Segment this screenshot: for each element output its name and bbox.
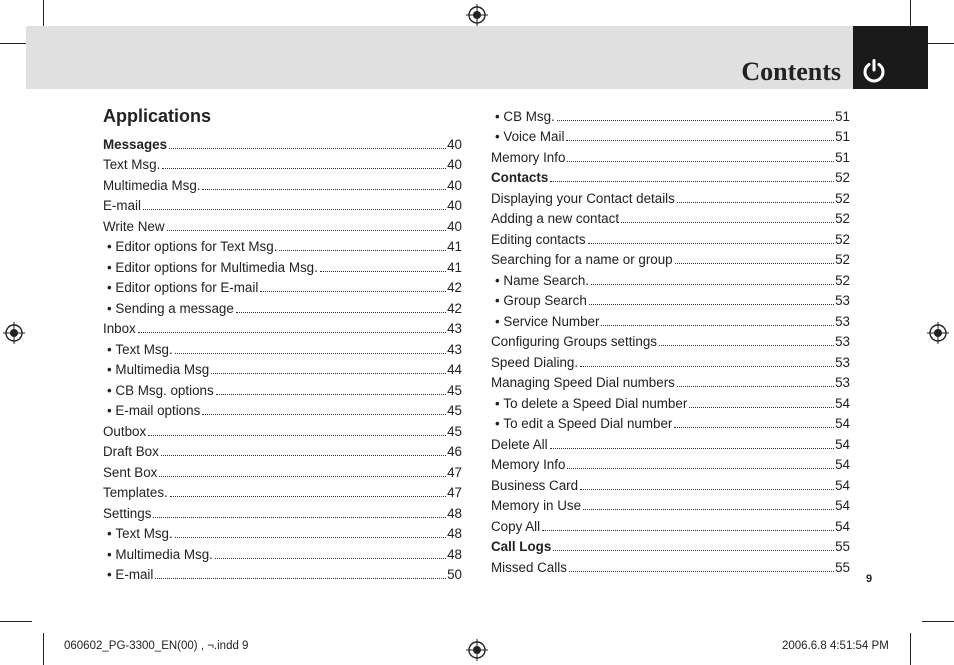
toc-entry-label: Inbox (103, 321, 136, 336)
toc-entry (103, 276, 462, 297)
dot-leader (153, 517, 446, 518)
dot-leader (202, 189, 446, 190)
toc-entry (103, 296, 462, 317)
toc-entry (491, 494, 850, 515)
registration-mark-icon (466, 639, 488, 661)
dot-leader (677, 202, 834, 203)
toc-entry-label: • Voice Mail (491, 129, 564, 145)
toc-entry-label: • CB Msg. (491, 109, 555, 125)
toc-entry (103, 317, 462, 338)
toc-entry-page: 53 (835, 375, 850, 390)
dot-leader (175, 537, 446, 538)
toc-left-column (103, 104, 462, 583)
dot-leader (236, 312, 446, 313)
toc-entry (491, 145, 850, 166)
toc-entry-label: • Group Search (491, 293, 587, 309)
toc-entry-page: 52 (835, 170, 850, 185)
toc-entry-page: 52 (835, 231, 850, 247)
registration-mark-icon (466, 4, 488, 26)
toc-entry-label: • CB Msg. options (103, 383, 214, 399)
power-icon (861, 58, 887, 84)
dot-leader (566, 140, 834, 141)
toc-entry-page: 55 (835, 539, 850, 554)
toc-entry-page: 54 (835, 457, 850, 472)
toc-entry-label: Text Msg. (103, 157, 161, 172)
dot-leader (211, 373, 446, 374)
toc-entry-label: • To delete a Speed Dial number (491, 396, 687, 412)
toc-entry (103, 542, 462, 563)
toc-entry-label: Templates. (103, 485, 168, 500)
toc-entry (491, 412, 850, 433)
toc-entry-label: Draft Box (103, 444, 159, 459)
dot-leader (601, 325, 834, 326)
toc-entry-label: Messages (103, 136, 168, 152)
toc-entry-page: 51 (835, 129, 850, 144)
toc-entry-label: Memory Info (491, 149, 566, 165)
dot-leader (170, 496, 446, 497)
toc-entry-label: Call Logs (491, 539, 552, 554)
toc-entry-label: Sent Box (103, 464, 158, 480)
toc-entry-page: 53 (835, 334, 850, 349)
toc-entry (103, 235, 462, 256)
dot-leader (215, 558, 446, 559)
toc-entry-page: 41 (447, 239, 462, 254)
crop-mark (922, 621, 954, 622)
toc-entry-page: 45 (447, 382, 462, 398)
toc-entry (103, 173, 462, 194)
dot-leader (677, 386, 834, 387)
toc-entry-page: 54 (835, 416, 850, 431)
toc-entry-label: Adding a new contact (491, 211, 620, 226)
toc-entry-label: Delete All (491, 436, 548, 452)
toc-entry (103, 399, 462, 420)
toc-entry (491, 125, 850, 146)
toc-entry (103, 378, 462, 399)
toc-entry-page: 51 (835, 108, 850, 124)
toc-entry-label: Displaying your Contact details (491, 190, 675, 206)
toc-entry (491, 371, 850, 392)
toc-entry-page: 47 (447, 464, 462, 480)
toc-entry (103, 563, 462, 584)
toc-entry-label: Memory Info (491, 457, 566, 472)
toc-entry-label: • E-mail options (103, 403, 200, 419)
dot-leader (569, 571, 834, 572)
dot-leader (175, 353, 446, 354)
toc-entry-label: E-mail (103, 198, 141, 213)
section-heading: Applications (103, 106, 212, 126)
toc-entry-page: 41 (447, 259, 462, 275)
dot-leader (202, 414, 446, 415)
toc-entry-page: 53 (835, 313, 850, 329)
toc-entry-label: • Name Search. (491, 273, 589, 289)
toc-entry (491, 453, 850, 474)
toc-entry-label: Speed Dialing. (491, 354, 579, 370)
dot-leader (557, 120, 834, 121)
crop-mark (43, 633, 44, 665)
toc-entry (103, 194, 462, 215)
toc-entry-label: Write New (103, 218, 165, 234)
toc-entry-page: 40 (447, 218, 462, 234)
toc-entry (491, 104, 850, 125)
toc-entry-label: Outbox (103, 423, 147, 439)
toc-entry (491, 330, 850, 351)
dot-leader (161, 455, 446, 456)
toc-entry (491, 166, 850, 187)
toc-entry (491, 227, 850, 248)
dot-leader (567, 468, 834, 469)
toc-entry (491, 432, 850, 453)
toc-entry (103, 337, 462, 358)
toc-entry (491, 289, 850, 310)
dot-leader (583, 509, 834, 510)
toc-entry (491, 555, 850, 576)
dot-leader (689, 407, 834, 408)
toc-entry (103, 214, 462, 235)
crop-mark (0, 621, 32, 622)
toc-entry (491, 207, 850, 228)
dot-leader (542, 530, 834, 531)
dot-leader (589, 304, 834, 305)
toc-entry (491, 391, 850, 412)
toc-entry-label: • E-mail (103, 567, 153, 583)
dot-leader (169, 148, 446, 149)
toc-entry-page: 48 (447, 526, 462, 541)
toc-entry-page: 52 (835, 252, 850, 267)
toc-entry-page: 40 (447, 177, 462, 193)
toc-entry-label: Memory in Use (491, 498, 582, 513)
toc-entry (103, 481, 462, 502)
toc-entry-label: Business Card (491, 477, 579, 493)
toc-entry-label: Contacts (491, 170, 549, 185)
toc-entry-page: 54 (835, 498, 850, 513)
toc-entry-page: 40 (447, 157, 462, 172)
toc-entry-label: • Multimedia Msg. (103, 547, 213, 563)
toc-entry-label: Configuring Groups settings (491, 334, 657, 349)
dot-leader (143, 209, 446, 210)
registration-mark-icon (927, 322, 949, 344)
toc-entry-page: 43 (447, 321, 462, 336)
dot-leader (155, 578, 446, 579)
dot-leader (550, 448, 835, 449)
toc-entry-page: 42 (447, 300, 462, 316)
toc-entry (103, 440, 462, 461)
toc-entry-page: 53 (835, 293, 850, 308)
toc-entry (491, 248, 850, 269)
toc-entry (103, 501, 462, 522)
dot-leader (621, 222, 834, 223)
toc-entry (103, 419, 462, 440)
toc-entry-label: Searching for a name or group (491, 252, 673, 267)
page-number: 9 (866, 573, 873, 585)
toc-entry-page: 47 (447, 485, 462, 500)
toc-entry-page: 53 (835, 354, 850, 370)
dot-leader (279, 250, 446, 251)
dot-leader (659, 345, 834, 346)
toc-entry (491, 350, 850, 371)
toc-entry-label: • Text Msg. (103, 342, 173, 358)
footer-timestamp: 2006.6.8 4:51:54 PM (782, 640, 889, 652)
toc-entry-page: 46 (447, 444, 462, 459)
header-band (26, 26, 853, 89)
dot-leader (320, 271, 446, 272)
dot-leader (159, 476, 446, 477)
toc-entry (103, 460, 462, 481)
registration-mark-icon (3, 322, 25, 344)
toc-entry-page: 40 (447, 198, 462, 213)
toc-entry-page: 54 (835, 518, 850, 534)
dot-leader (138, 332, 446, 333)
toc-entry-page: 55 (835, 559, 850, 575)
toc-entry-label: • Service Number (491, 314, 599, 330)
toc-entry-page: 51 (835, 149, 850, 165)
toc-list (491, 104, 850, 576)
toc-entry-page: 40 (447, 136, 462, 152)
toc-entry-page: 48 (447, 505, 462, 521)
dot-leader (162, 168, 446, 169)
toc-entry-label: • Multimedia Msg (103, 362, 209, 378)
toc-entry (103, 153, 462, 174)
toc-entry-label: • Editor options for Multimedia Msg. (103, 260, 318, 276)
toc-right-column (491, 104, 850, 576)
section-tab (853, 26, 928, 89)
toc-entry-label: • Sending a message (103, 301, 234, 317)
toc-entry-label: Copy All (491, 518, 541, 534)
toc-entry-label: Settings (103, 505, 152, 521)
toc-entry (103, 358, 462, 379)
toc-entry-page: 50 (447, 567, 462, 582)
dot-leader (260, 291, 446, 292)
toc-entry-label: • Text Msg. (103, 526, 173, 542)
toc-entry-label: Multimedia Msg. (103, 177, 201, 193)
toc-entry-label: • To edit a Speed Dial number (491, 416, 672, 432)
dot-leader (553, 550, 834, 551)
toc-entry-page: 54 (835, 395, 850, 411)
dot-leader (216, 394, 446, 395)
page-title: Contents (741, 57, 841, 86)
toc-entry (103, 132, 462, 153)
footer-filename: 060602_PG-3300_EN(00) , ¬.indd 9 (64, 640, 249, 652)
toc-list (103, 132, 462, 583)
toc-entry-page: 45 (447, 403, 462, 418)
toc-entry (491, 473, 850, 494)
dot-leader (591, 284, 834, 285)
crop-mark (910, 633, 911, 665)
toc-entry (103, 255, 462, 276)
dot-leader (580, 366, 834, 367)
toc-entry-page: 54 (835, 477, 850, 493)
toc-entry-label: Missed Calls (491, 559, 567, 575)
dot-leader (675, 263, 834, 264)
toc-entry-page: 52 (835, 190, 850, 206)
dot-leader (580, 489, 834, 490)
dot-leader (167, 230, 447, 231)
dot-leader (148, 435, 446, 436)
toc-entry (103, 522, 462, 543)
toc-entry-page: 52 (835, 272, 850, 288)
toc-entry (491, 514, 850, 535)
toc-entry-page: 52 (835, 211, 850, 226)
toc-entry-page: 43 (447, 341, 462, 357)
dot-leader (567, 161, 834, 162)
dot-leader (588, 243, 835, 244)
toc-entry-page: 48 (447, 546, 462, 562)
dot-leader (674, 427, 834, 428)
toc-entry-page: 42 (447, 280, 462, 295)
dot-leader (550, 181, 834, 182)
toc-entry (491, 309, 850, 330)
toc-entry-label: • Editor options for Text Msg. (103, 239, 277, 255)
toc-entry (491, 535, 850, 556)
toc-entry-page: 54 (835, 436, 850, 452)
toc-entry-page: 45 (447, 423, 462, 439)
toc-entry (491, 186, 850, 207)
toc-entry-label: • Editor options for E-mail (103, 280, 258, 296)
toc-entry-page: 44 (447, 362, 462, 377)
toc-entry-label: Editing contacts (491, 231, 586, 247)
toc-entry (491, 268, 850, 289)
toc-entry-label: Managing Speed Dial numbers (491, 375, 675, 390)
